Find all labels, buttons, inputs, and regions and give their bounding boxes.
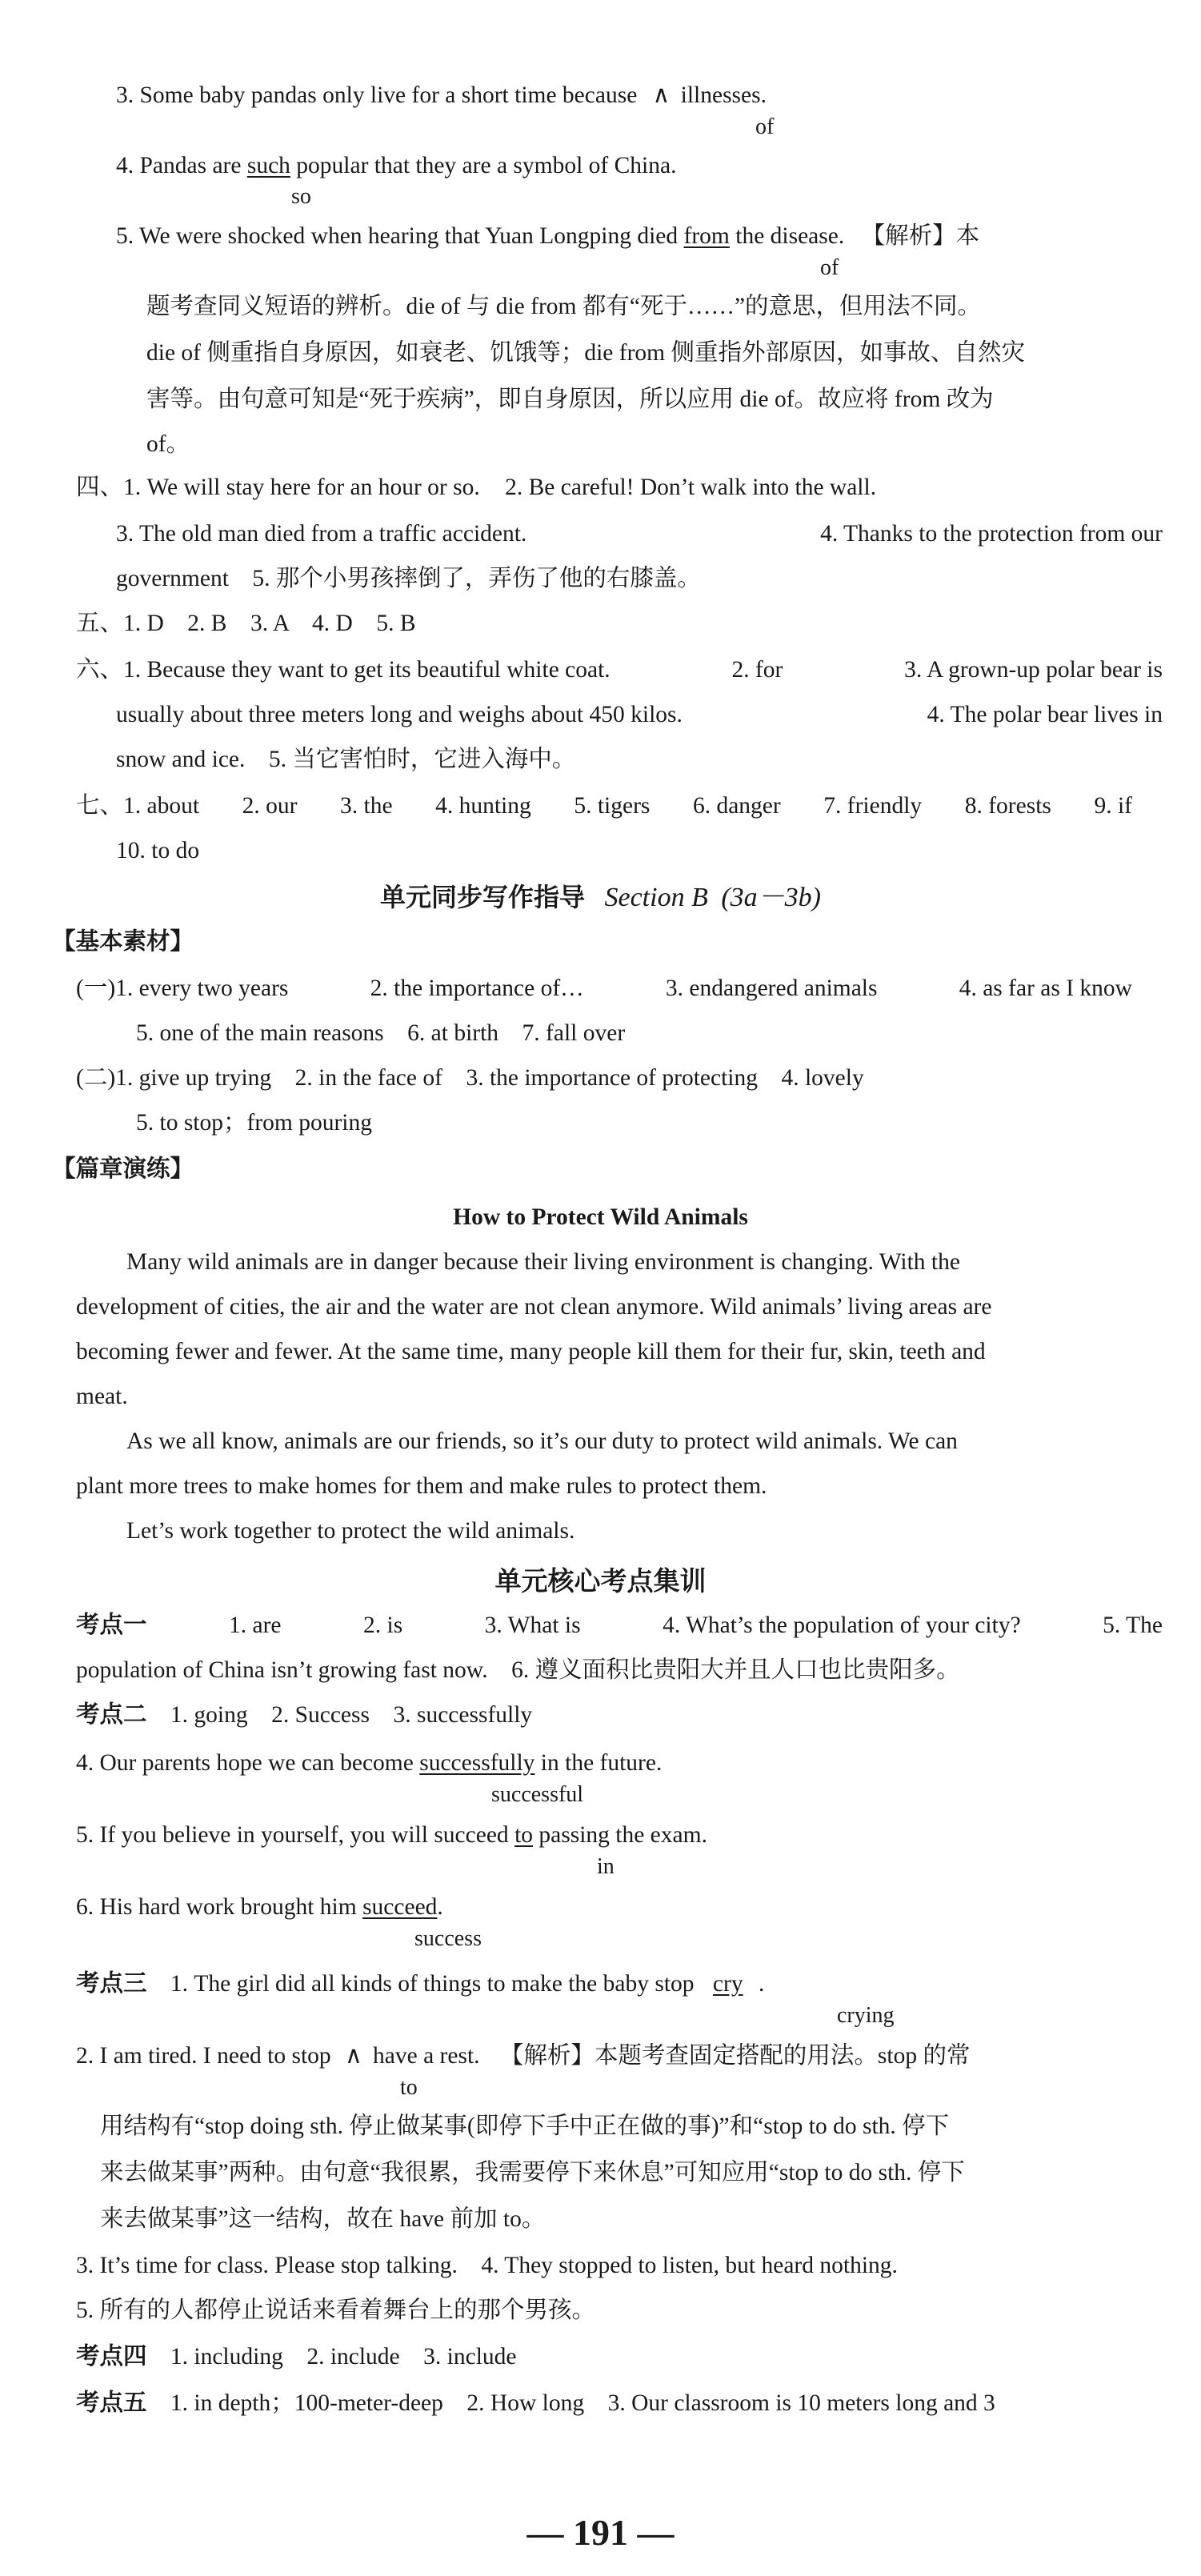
section-5-answers: 五、1. D 2. B 3. A 4. D 5. B [76,611,416,636]
section-6-line-3: snow and ice. 5. 当它害怕时，它进入海中。 [116,747,576,772]
material-group-1-line-2: 5. one of the main reasons 6. at birth 7. fall over [136,1020,626,1046]
test-point-1-line-1: 考点一 1. are 2. is 3. What is 4. What’s the population of your city? 5. The [76,1613,1163,1638]
tp2-item-6: 6. His hard work brought him succeed. [76,1894,443,1920]
test-point-3-line-1: 考点三 1. The girl did all kinds of things to make the baby stop cry . [76,1971,765,1997]
material-group-2-line-2: 5. to stop；from pouring [136,1110,372,1136]
section-7-line-1: 七、1. about 2. our 3. the 4. hunting 5. tigers 6. danger 7. friendly 8. forests 9. if [76,793,1132,819]
analysis-line: 害等。由句意可知是“死于疾病”，即自身原因，所以应用 die of。故应将 from 改为 [146,387,994,412]
tp3-analysis-line: 用结构有“stop doing sth. 停止做某事(即停下手中正在做的事)”和“stop to do sth. 停下 [100,2113,950,2139]
section-4-line-3: government 5. 那个小男孩摔倒了，弄伤了他的右膝盖。 [116,566,701,591]
analysis-line: die of 侧重指自身原因，如衰老、饥饿等；die from 侧重指外部原因，如事故、自然灾 [146,340,1025,366]
material-group-2-line-1: (二)1. give up trying 2. in the face of 3. the importance of protecting 4. lovely [76,1065,864,1091]
practice-label: 【篇章演练】 [52,1156,194,1182]
error-word: to [514,1822,534,1848]
section-4-line-1: 四、1. We will stay here for an hour or so. 2. Be careful! Don’t walk into the wall. [76,475,877,500]
essay-p2-line-2: plant more trees to make homes for them and make rules to protect them. [76,1473,767,1499]
essay-title: How to Protect Wild Animals [453,1204,748,1230]
essay-p1-line-4: meat. [76,1384,128,1409]
item-5-sentence: 5. We were shocked when hearing that Yuan Longping died from the disease. 【解析】本 [116,223,980,249]
analysis-line: of。 [146,431,190,457]
essay-p1-line-1: Many wild animals are in danger because their living environment is changing. With the [126,1249,960,1275]
material-group-1-line-1: (一)1. every two years 2. the importance of… 3. endangered animals 4. as far as I know [76,976,1132,1001]
insertion-mark: ∧ [345,2043,362,2069]
tp2-item-4: 4. Our parents hope we can become successfully in the future. [76,1750,663,1776]
insertion-mark: ∧ [652,82,671,108]
error-word: successfully [419,1750,535,1776]
error-word: from [683,223,730,249]
item-4-sentence: 4. Pandas are such popular that they are a symbol of China. [116,153,677,178]
test-point-4-line: 考点四 1. including 2. include 3. include [76,2344,517,2370]
writing-guide-heading: 单元同步写作指导 Section B (3a－3b) [379,882,821,912]
test-point-5-line: 考点五 1. in depth；100-meter-deep 2. How long 3. Our classroom is 10 meters long and 3 [76,2390,995,2416]
analysis-label: 【解析】本题考查固定搭配的用法。stop 的常 [499,2043,971,2069]
essay-p3: Let’s work together to protect the wild animals. [126,1518,575,1544]
item-3-correction: of [755,114,775,139]
error-word: cry [712,1971,743,1997]
essay-p1-line-3: becoming fewer and fewer. At the same time, many people kill them for their fur, skin, teeth and [76,1339,986,1364]
test-point-1-line-2: population of China isn’t growing fast now. 6. 遵义面积比贵阳大并且人口也比贵阳多。 [76,1657,960,1683]
tp3-item-2: 2. I am tired. I need to stop ∧ have a rest. 【解析】本题考查固定搭配的用法。stop 的常 [76,2043,971,2069]
item-5-correction: of [820,255,839,280]
essay-p2-line-1: As we all know, animals are our friends, so it’s our duty to protect wild animals. We can [126,1428,958,1454]
tp3-analysis-line: 来去做某事”两种。由句意“我很累，我需要停下来休息”可知应用“stop to do sth. 停下 [100,2160,965,2185]
tp3-items-3-4: 3. It’s time for class. Please stop talking. 4. They stopped to listen, but heard nothing. [76,2253,898,2278]
tp3-item-5: 5. 所有的人都停止说话来看着舞台上的那个男孩。 [76,2298,596,2323]
test-point-2-line: 考点二 1. going 2. Success 3. successfully [76,1702,533,1728]
section-6-line-1: 六、1. Because they want to get its beautiful white coat. 2. for 3. A grown-up polar bear is [76,657,1163,683]
page-number: — 191 — [526,2512,675,2553]
item-3-sentence: 3. Some baby pandas only live for a short time because ∧ illnesses. [116,82,767,108]
tp3-item-2-correction: to [400,2075,418,2100]
section-6-line-2: usually about three meters long and weighs about 450 kilos. 4. The polar bear lives in [116,702,1163,727]
tp3-item-1-correction: crying [837,2003,895,2028]
item-4-correction: so [291,184,311,209]
basic-material-label: 【基本素材】 [52,929,194,955]
tp3-analysis-line: 来去做某事”这一结构，故在 have 前加 to。 [100,2206,546,2232]
analysis-line: 题考查同义短语的辨析。die of 与 die from 都有“死于……”的意思，但用法不同。 [146,294,982,319]
tp2-item-4-correction: successful [491,1782,584,1807]
section-7-line-2: 10. to do [116,838,200,863]
error-word: succeed [362,1894,438,1920]
error-word: such [246,153,290,178]
tp2-item-5-correction: in [597,1854,615,1879]
core-points-heading: 单元核心考点集训 [494,1565,707,1596]
tp2-item-5: 5. If you believe in yourself, you will succeed to passing the exam. [76,1822,707,1848]
section-4-line-2: 3. The old man died from a traffic accident. 4. Thanks to the protection from our [116,521,1163,547]
tp2-item-6-correction: success [414,1926,482,1951]
analysis-label: 【解析】本 [861,223,980,249]
essay-p1-line-2: development of cities, the air and the water are not clean anymore. Wild animals’ living areas are [76,1294,992,1320]
